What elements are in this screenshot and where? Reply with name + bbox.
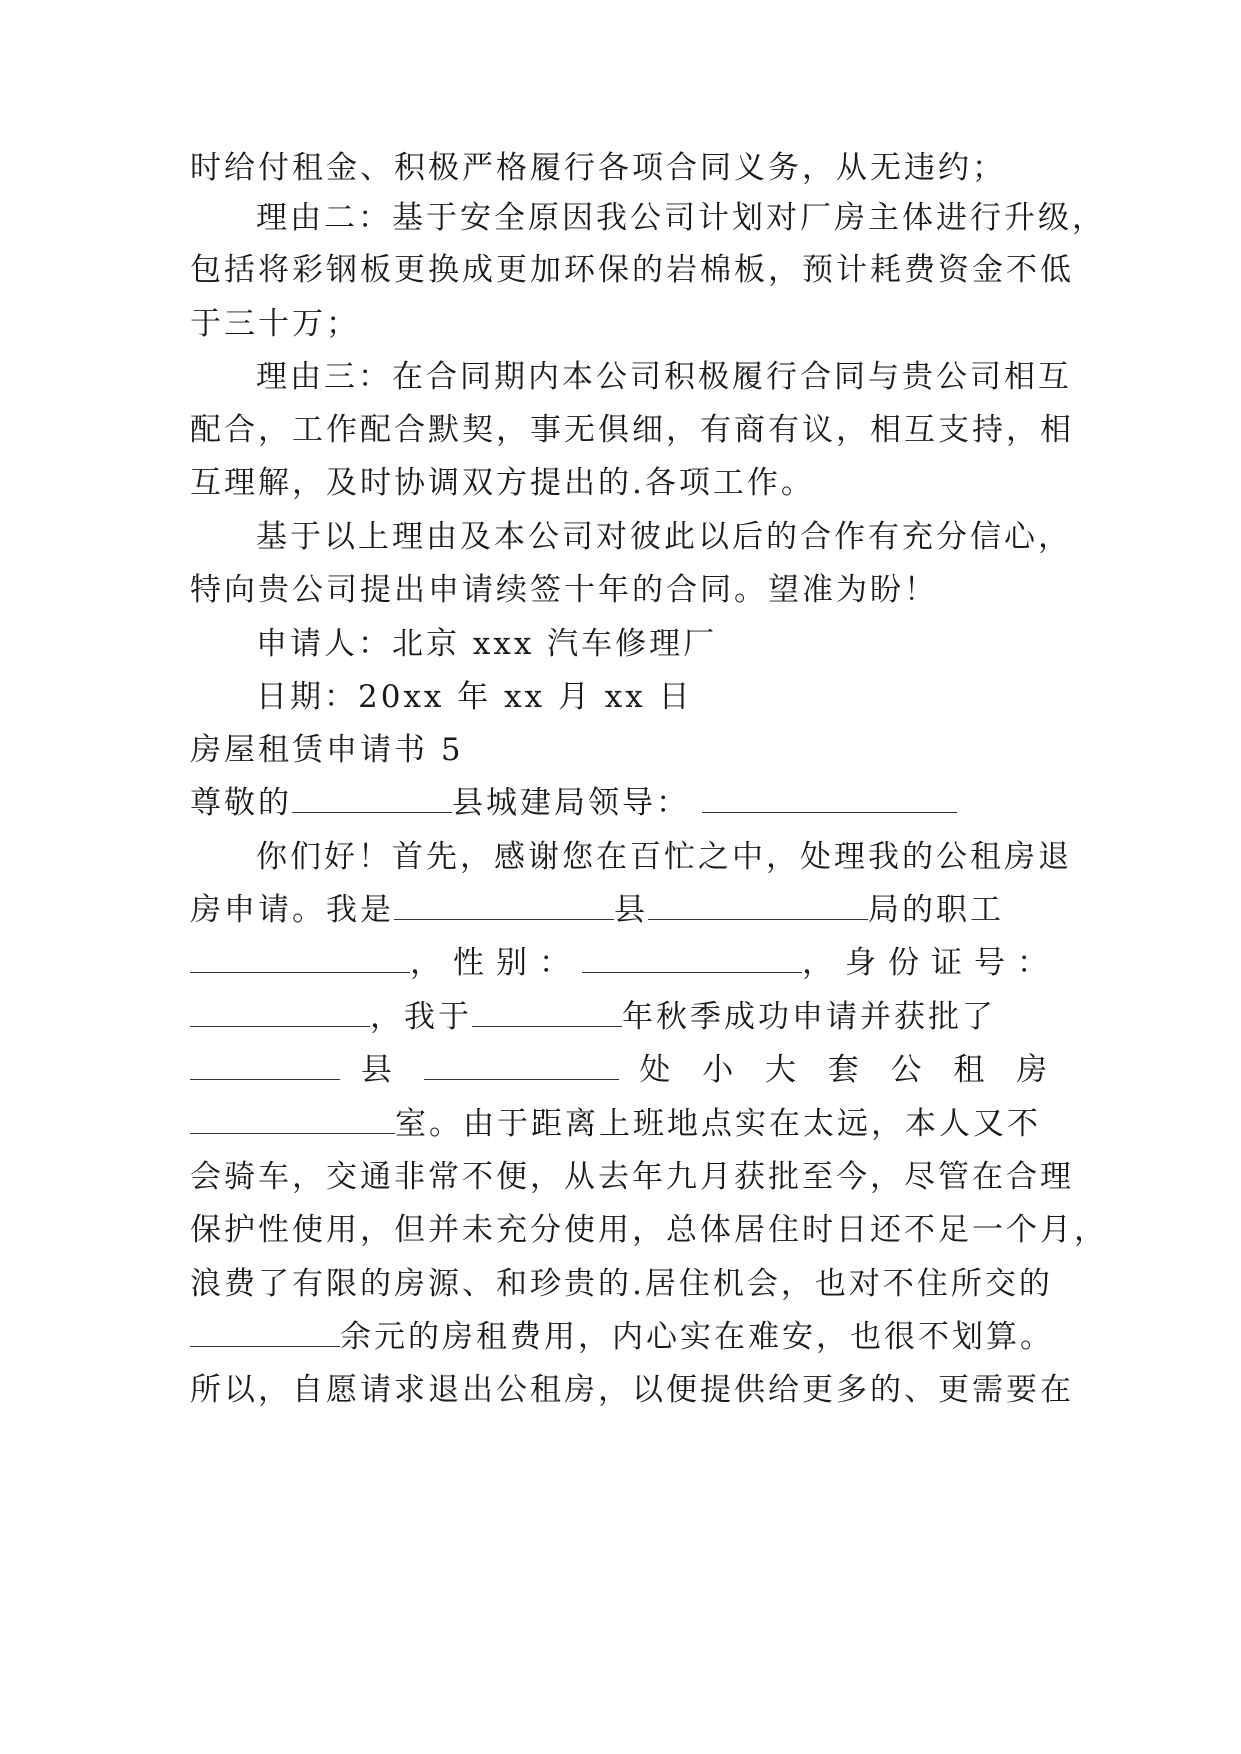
fill-blank — [190, 1053, 340, 1080]
text-line — [190, 943, 1060, 983]
fill-blank — [292, 786, 452, 813]
text-segment: ，身份证号： — [802, 945, 1060, 981]
text-segment: 室。由于距离上班地点实在太远，本人又不 — [395, 1106, 1041, 1142]
text-line — [190, 1050, 1050, 1090]
text-line: 浪费了有限的房源、和珍贵的.居住机会，也对不住所交的 — [190, 1266, 1053, 1302]
text-segment: 县 — [614, 892, 648, 928]
text-line: 配合，工作配合默契，事无俱细，有商有议，相互支持，相 — [190, 412, 1074, 448]
text-line: 特向贵公司提出申请续签十年的合同。望准为盼！ — [190, 572, 938, 608]
text-line: 你们好！首先，感谢您在百忙之中，处理我的公租房退 — [256, 839, 1072, 875]
text-line: 保护性使用，但并未充分使用，总体居住时日还不足一个月， — [190, 1212, 1108, 1248]
text-segment: 公 — [890, 1052, 933, 1088]
fill-blank — [190, 946, 410, 973]
fill-blank — [648, 893, 868, 920]
text-segment: 处 — [639, 1052, 682, 1088]
text-segment: 年秋季成功申请并获批了 — [622, 999, 996, 1035]
date-line: 日期：20xx 年 xx 月 xx 日 — [256, 679, 693, 715]
text-segment: 余元的房租费用，内心实在难安，也很不划算。 — [340, 1319, 1054, 1355]
fill-blank — [190, 1320, 340, 1347]
text-segment: 尊敬的 — [190, 785, 292, 821]
fill-blank — [472, 1000, 622, 1027]
text-segment: 小 — [702, 1052, 745, 1088]
text-line — [190, 1104, 1050, 1144]
text-segment: 局的职工 — [868, 892, 1004, 928]
text-segment: 房申请。我是 — [190, 892, 394, 928]
text-line — [190, 1317, 1054, 1357]
fill-blank — [190, 1000, 370, 1027]
fill-blank — [702, 786, 957, 813]
text-line: 互理解，及时协调双方提出的.各项工作。 — [190, 465, 815, 501]
text-line: 会骑车，交通非常不便，从去年九月获批至今，尽管在合理 — [190, 1159, 1074, 1195]
applicant-line: 申请人：北京 xxx 汽车修理厂 — [256, 626, 718, 662]
text-line: 基于以上理由及本公司对彼此以后的合作有充分信心， — [256, 519, 1072, 555]
text-segment: 房 — [1016, 1052, 1050, 1088]
text-line: 时给付租金、积极严格履行各项合同义务，从无违约； — [190, 150, 1006, 186]
text-line: 于三十万； — [190, 306, 360, 342]
text-line: 理由二：基于安全原因我公司计划对厂房主体进行升级， — [256, 200, 1106, 236]
text-segment: ，我于 — [370, 999, 472, 1035]
fill-blank — [424, 1053, 619, 1080]
salutation-line — [190, 783, 1050, 823]
text-segment: 大 — [764, 1052, 807, 1088]
text-line: 包括将彩钢板更换成更加环保的岩棉板，预计耗费资金不低 — [190, 252, 1074, 288]
fill-blank — [394, 893, 614, 920]
text-segment: 套 — [827, 1052, 870, 1088]
text-line: 理由三：在合同期内本公司积极履行合同与贵公司相互 — [256, 359, 1072, 395]
text-line: 所以，自愿请求退出公租房，以便提供给更多的、更需要在 — [190, 1372, 1074, 1408]
text-line — [190, 890, 1050, 930]
text-segment: ，性别： — [410, 945, 582, 981]
fill-blank — [190, 1107, 395, 1134]
text-segment: 县 — [360, 1052, 403, 1088]
text-segment: 县城建局领导： — [452, 785, 690, 821]
text-line — [190, 997, 1050, 1037]
section-title: 房屋租赁申请书 5 — [190, 732, 464, 768]
fill-blank — [582, 946, 802, 973]
text-segment: 租 — [953, 1052, 996, 1088]
